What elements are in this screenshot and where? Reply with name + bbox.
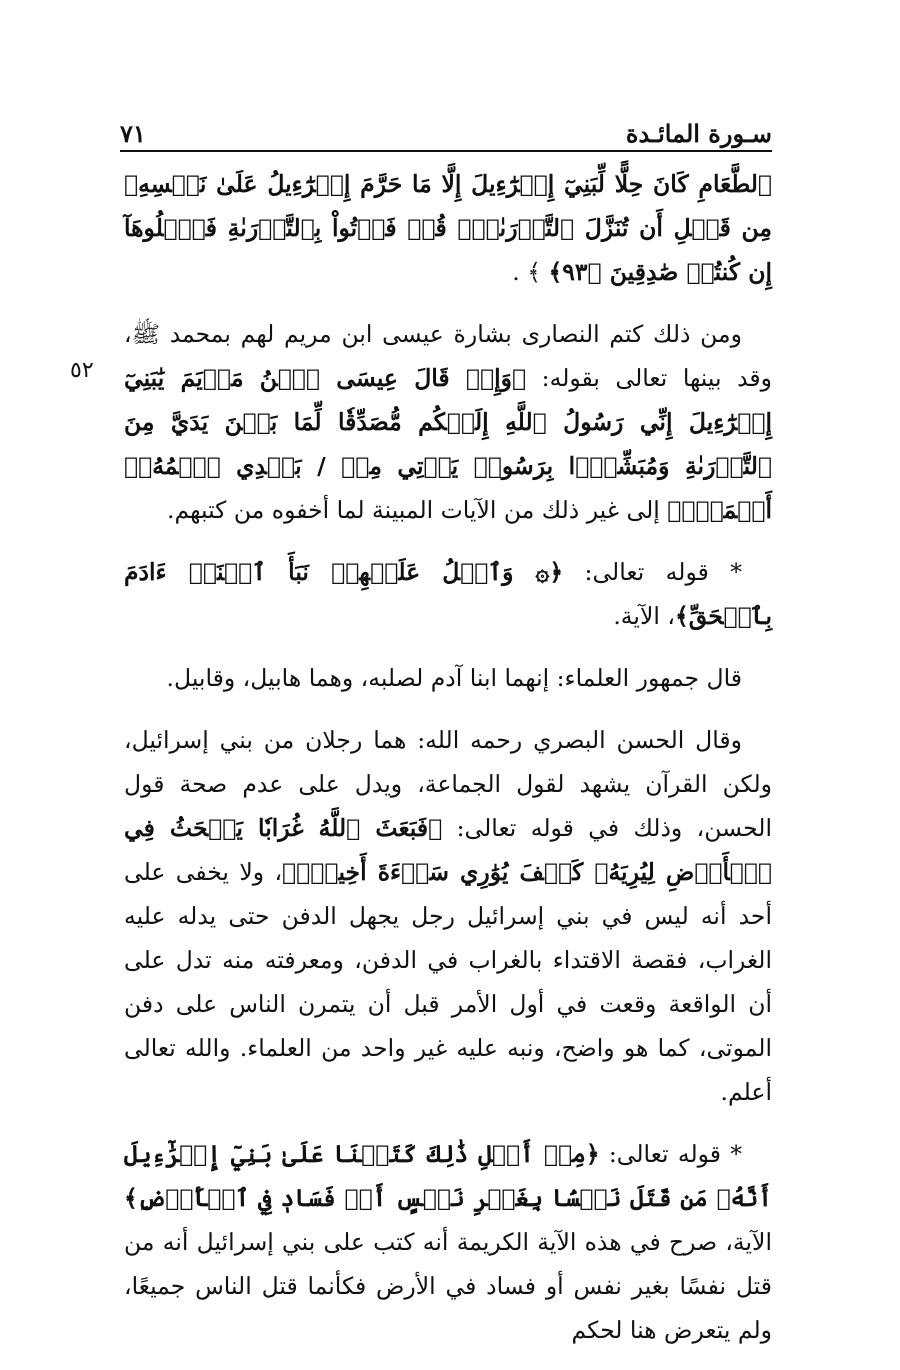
paragraph xyxy=(124,656,772,700)
text-run: ، ولا يخفى على أحد أنه ليس في بني إسرائيل رجل يجهل الدفن حتى يدله عليه الغراب، فقصة الاقتداء بالغراب في الدفن، ومعرفته منه تدل على أن الواقعة وقعت في أول الأمر قبل أن يتمرن الناس على دفن الموتى، كما هو واضح، ونبه عليه غير واحد من العلماء. والله تعالى أعلم. xyxy=(124,858,772,1106)
paragraph xyxy=(124,162,772,294)
quran-verse: ﴿فَبَعَثَ ٱللَّهُ غُرَابٗا يَبۡحَثُ فِي ٱلۡأَرۡضِ لِيُرِيَهُۥ كَيۡفَ يُوَٰرِي سَوۡءَةَ أَخِيهِۚ﴾ xyxy=(124,814,772,886)
text-run: قال جمهور العلماء: إنهما ابنا آدم لصلبه، وهما هابيل، وقابيل. xyxy=(166,664,742,692)
text-run: ﴾ . xyxy=(512,258,549,286)
page-number: ٧١ xyxy=(120,119,146,148)
quran-verse: ٱلطَّعَامِ كَانَ حِلًّا لِّبَنِيٓ إِسۡرَٰٓءِيلَ إِلَّا مَا حَرَّمَ إِسۡرَٰٓءِيلُ عَلَىٰ نَفۡسِهِۦ مِن قَبۡلِ أَن تُنَزَّلَ ٱلتَّوۡرَىٰةُۚ قُلۡ فَأۡتُواْ بِٱلتَّوۡرَىٰةِ فَٱتۡلُوهَآ إِن كُنتُمۡ صَٰدِقِينَ ﴿٩٣﴾ xyxy=(124,170,772,286)
paragraph xyxy=(124,550,772,638)
quran-verse: ﴿مِنۡ أَجۡلِ ذَٰلِكَ كَتَبۡنَا عَلَىٰ بَنِيٓ إِسۡرَٰٓءِيلَ أَنَّهُۥ مَن قَتَلَ نَفۡسَۢا بِغَيۡرِ نَفۡسٍ أَوۡ فَسَادٖ فِي ٱلۡأَرۡضِ﴾ xyxy=(124,1140,772,1212)
page-header xyxy=(120,112,772,148)
quran-verse: ﴿۞ وَٱتۡلُ عَلَيۡهِمۡ نَبَأَ ٱبۡنَيۡ ءَادَمَ بِٱلۡحَقِّ﴾ xyxy=(124,558,772,630)
paragraph xyxy=(124,1132,772,1352)
paragraph xyxy=(124,312,772,532)
text-run: * قوله تعالى: xyxy=(563,558,743,586)
header-rule xyxy=(120,150,772,152)
page-body xyxy=(124,162,772,1370)
text-run: الآية، صرح في هذه الآية الكريمة أنه كتب على بني إسرائيل أنه من قتل نفسًا بغير نفس أو فساد في الأرض فكأنما قتل الناس جميعًا، ولم يتعرض هنا لحكم xyxy=(124,1228,772,1344)
paragraph xyxy=(124,718,772,1114)
quran-verse: ﴿وَإِذۡ قَالَ عِيسَى ٱبۡنُ مَرۡيَمَ يَٰبَنِيٓ إِسۡرَٰٓءِيلَ إِنِّي رَسُولُ ٱللَّهِ إِلَيۡكُم مُّصَدِّقٗا لِّمَا بَيۡنَ يَدَيَّ مِنَ ٱلتَّوۡرَىٰةِ وَمُبَشِّرَۢا بِرَسُولٖ يَأۡتِي مِنۢ / بَعۡدِي ٱسۡمُهُۥٓ أَحۡمَدُۖ﴾ xyxy=(124,364,772,524)
text-run: وقال الحسن البصري رحمه الله: هما رجلان من بني إسرائيل، ولكن القرآن يشهد لقول الجماعة، ويدل على عدم صحة قول الحسن، وذلك في قوله تعالى: xyxy=(124,726,772,842)
text-run: ، الآية. xyxy=(613,602,675,630)
text-run: ومن ذلك كتم النصارى بشارة عيسى ابن مريم لهم بمحمد ﷺ، وقد بينها تعالى بقوله: xyxy=(124,320,773,392)
surah-title: سـورة المائـدة xyxy=(625,119,772,148)
text-run: إلى غير ذلك من الآيات المبينة لما أخفوه من كتبهم. xyxy=(167,496,668,524)
text-run: * قوله تعالى: xyxy=(599,1140,742,1168)
margin-page-reference: ٥٢ xyxy=(70,358,94,383)
